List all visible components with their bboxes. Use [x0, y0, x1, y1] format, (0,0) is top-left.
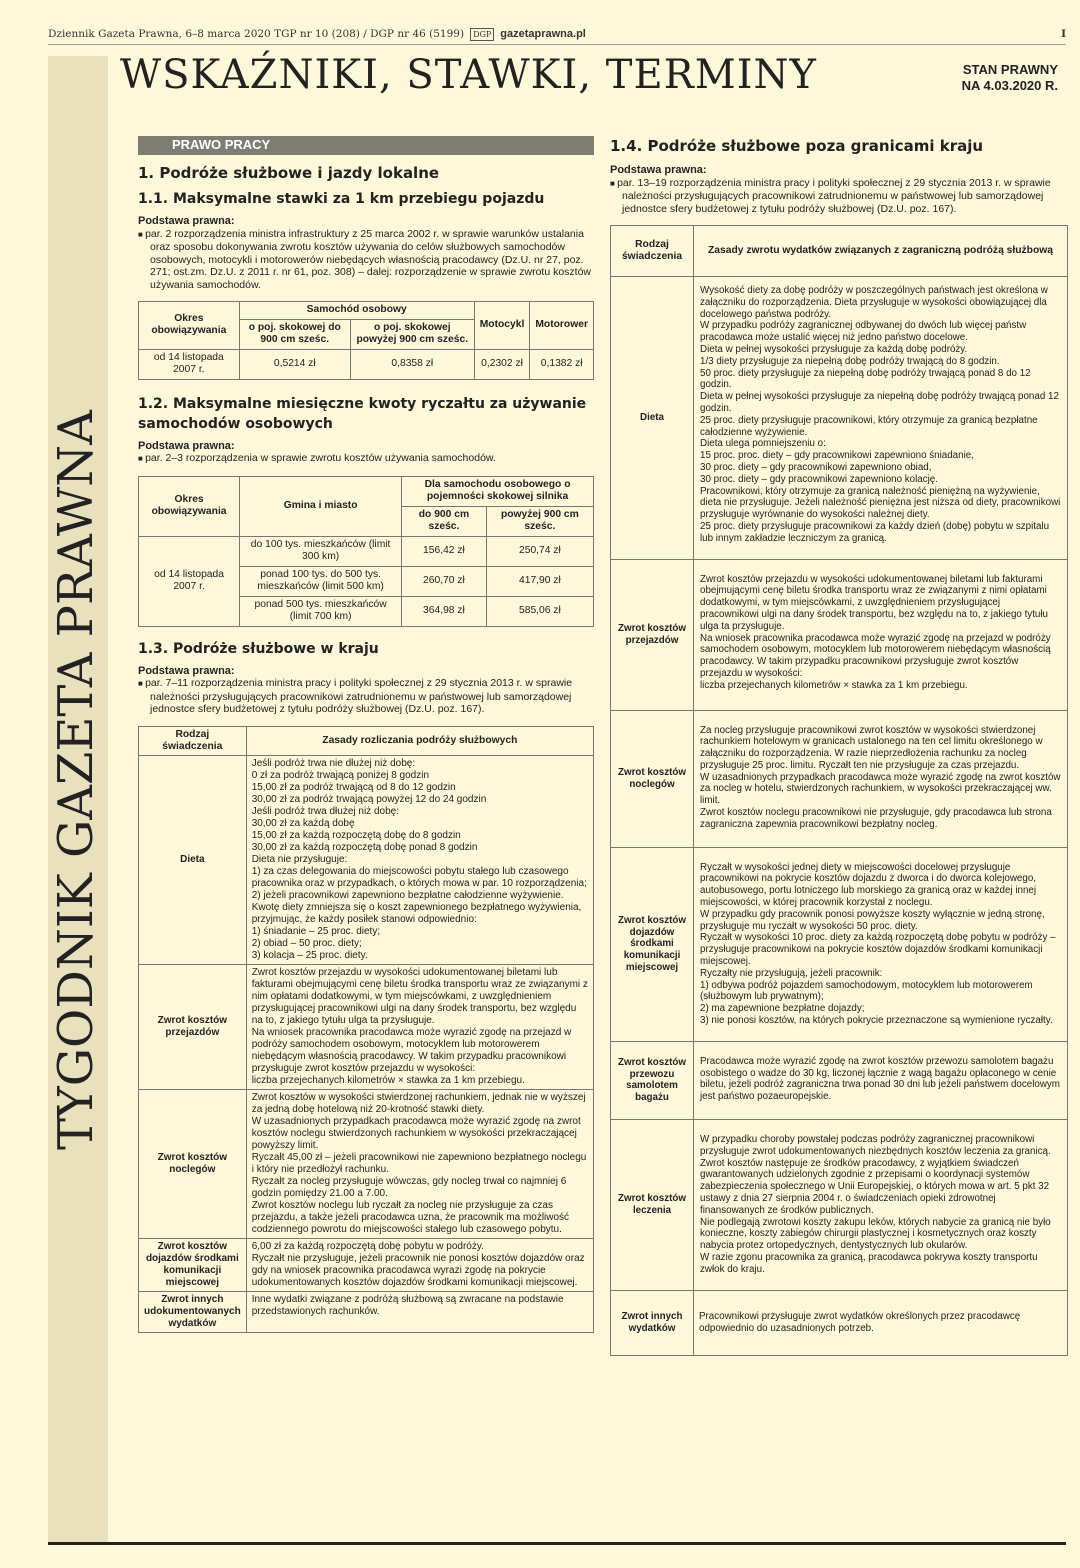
page-number: I	[1061, 28, 1066, 40]
th-kind: Rodzaj świadczenia	[139, 726, 247, 755]
row-text: W przypadku choroby powstałej podczas podróży zagranicznej pracownikowi przysługuje zwrot udokumentowanych niezbędnych kosztów leczenia za granicą. Zwrot kosztów następuje ze środków pracodawcy, z wyjątkiem świadczeń gwarantowanych udzielonych zgodnie z przepisami o koordynacji systemów zabezpieczenia społecznego w Unii Europejskiej, o których mowa w art. 5 pkt 32 ustawy z dnia 27 sierpnia 2004 r. o świadczeniach opieki zdrowotnej finansowanych ze środków publicznych. Nie podlegają zwrotowi koszty zakupu leków, których nabycie za granicą nie było konieczne, koszty zabiegów chirurgii plastycznej i kosmetycznych oraz koszty nabycia protez ortopedycznych, dentystycznych lub okularów. W razie zgonu pracownika za granicą, pracodawca pokrywa koszty transportu zwłok do kraju.	[694, 1120, 1068, 1291]
row-label: Zwrot kosztów leczenia	[611, 1120, 694, 1291]
cell-gmina: do 100 tys. mieszkańców (limit 300 km)	[240, 536, 402, 566]
page-title: WSKAŹNIKI, STAWKI, TERMINY	[120, 52, 817, 98]
th-car-small: o poj. skokowej do 900 cm sześc.	[239, 319, 350, 349]
cell-value: 0,8358 zł	[350, 349, 474, 379]
row-label: Zwrot kosztów przejazdów	[611, 559, 694, 710]
row-label: Zwrot kosztów przejazdów	[139, 964, 247, 1089]
th-period: Okres obowiązywania	[139, 476, 240, 536]
cell-value: 0,5214 zł	[239, 349, 350, 379]
table-row	[139, 1089, 594, 1238]
row-label: Zwrot kosztów noclegów	[139, 1089, 247, 1238]
th-moped: Motorower	[530, 302, 594, 350]
th-car: Dla samochodu osobowego o pojemności skokowej silnika	[402, 476, 594, 506]
cell-period: od 14 listopada 2007 r.	[139, 349, 240, 379]
basis-text: ■ par. 13–19 rozporządzenia ministra pracy i polityki społecznej z 29 stycznia 2013 r. w sprawie należności przysługujących pracownikowi zatrudnionemu w państwowej lub samorządowej jednostce sfery budżetowej z tytułu podróży służbowej (Dz.U. poz. 167).	[610, 177, 1068, 216]
row-text: Zwrot kosztów przejazdu w wysokości udokumentowanej biletami lub fakturami obejmującymi cenę biletu środka transportu wraz ze związanymi z nimi opłatami dodatkowymi, w tym miejscówkami, z uwzględnieniem przysługującej pracownikowi ulgi na dany środek transportu, bez względu na to, z jakiego tytułu ulga ta przysługuje. Na wniosek pracownika pracodawca może wyrazić zgodę na przejazd w podróży samochodem osobowym, motocyklem lub motorowerem niebędącym własnością pracodawcy. W takim przypadku pracownikowi przysługuje zwrot kosztów przejazdu w wysokości: liczba przejechanych kilometrów × stawka za 1 km przebiegu.	[694, 559, 1068, 710]
th-kind: Rodzaj świadczenia	[611, 226, 694, 277]
status-line-1: STAN PRAWNY	[962, 62, 1058, 77]
table-row	[611, 710, 1068, 847]
subsection-1-4-title: 1.4. Podróże służbowe poza granicami kraju	[610, 137, 984, 155]
table-row	[139, 964, 594, 1089]
row-label: Zwrot kosztów przewozu samolotem bagażu	[611, 1041, 694, 1119]
cell-period: od 14 listopada 2007 r.	[139, 536, 240, 626]
row-text: Pracodawca może wyrazić zgodę na zwrot kosztów przewozu samolotem bagażu osobistego o wadze do 30 kg, liczonej łącznie z wagą bagażu opłaconego w cenie biletu, jeżeli podróż zagraniczna trwa ponad 30 dni lub jeżeli państwem docelowym jest państwo pozaeuropejskie.	[694, 1041, 1068, 1119]
cell-gmina: ponad 100 tys. do 500 tys. mieszkańców (limit 500 km)	[240, 566, 402, 596]
cell-value: 417,90 zł	[486, 566, 593, 596]
row-label: Zwrot kosztów dojazdów środkami komunikacji miejscowej	[139, 1238, 247, 1291]
table-row	[611, 847, 1068, 1041]
lump-sum-table	[138, 476, 594, 627]
th-motorcycle: Motocykl	[474, 302, 530, 350]
row-label: Zwrot innych wydatków	[611, 1290, 694, 1355]
dgp-mark: DGP	[470, 28, 494, 41]
row-text: Jeśli podróż trwa nie dłużej niż dobę: 0 zł za podróż trwającą poniżej 8 godzin 15,00 zł za podróż trwającą od 8 do 12 godzin 30,00 zł za podróż trwającą powyżej 12 do 24 godzin Jeśli podróż trwa dłużej niż dobę: 30,00 zł za każdą dobę 15,00 zł za każdą rozpoczętą dobę do 8 godzin 30,00 zł za każdą rozpoczętą dobę ponad 8 godzin Dieta nie przysługuje: 1) za czas delegowania do miejscowości pobytu stałego lub czasowego pracownika oraz w przypadkach, o których mowa w par. 10 rozporządzenia; 2) jeżeli pracownikowi zapewniono bezpłatne całodzienne wyżywienie. Kwotę diety zmniejsza się o koszt zapewnionego bezpłatnego wyżywienia, przyjmując, że każdy posiłek stanowi odpowiednio: 1) śniadanie – 25 proc. diety; 2) obiad – 50 proc. diety; 3) kolacja – 25 proc. diety.	[246, 755, 593, 964]
th-rules: Zasady rozliczania podróży służbowych	[246, 726, 593, 755]
subsection-1-2-title: 1.2. Maksymalne miesięczne kwoty ryczałtu za używanie samochodów osobowych	[138, 395, 587, 432]
table-row	[139, 755, 594, 964]
subsection-1-3-title: 1.3. Podróże służbowe w kraju	[138, 640, 379, 657]
bottom-rule	[48, 1542, 1066, 1545]
subsection-1-1-title: 1.1. Maksymalne stawki za 1 km przebiegu pojazdu	[138, 191, 545, 207]
th-big: powyżej 900 cm sześc.	[486, 506, 593, 536]
table-row	[611, 1041, 1068, 1119]
cell-value: 0,2302 zł	[474, 349, 530, 379]
row-text: Inne wydatki związane z podróżą służbową są zwracane na podstawie przedstawionych rachunków.	[246, 1291, 593, 1332]
table-row	[139, 1238, 594, 1291]
th-period: Okres obowiązywania	[139, 302, 240, 350]
section-bar: PRAWO PRACY	[138, 136, 594, 155]
row-label: Zwrot kosztów dojazdów środkami komunikacji miejscowej	[611, 847, 694, 1041]
th-gmina: Gmina i miasto	[240, 476, 402, 536]
table-row	[611, 277, 1068, 560]
site-link[interactable]: gazetaprawna.pl	[500, 28, 586, 40]
row-label: Zwrot innych udokumentowanych wydatków	[139, 1291, 247, 1332]
cell-value: 250,74 zł	[486, 536, 593, 566]
cell-value: 364,98 zł	[402, 596, 487, 626]
cell-gmina: ponad 500 tys. mieszkańców (limit 700 km)	[240, 596, 402, 626]
edition-info: Dziennik Gazeta Prawna, 6–8 marca 2020 TGP nr 10 (208) / DGP nr 46 (5199)	[48, 28, 465, 40]
top-header	[48, 24, 1066, 44]
table-row	[139, 1291, 594, 1332]
cell-value: 585,06 zł	[486, 596, 593, 626]
th-car: Samochód osobowy	[239, 302, 474, 320]
basis-label: Podstawa prawna:	[138, 664, 235, 677]
row-text: Zwrot kosztów w wysokości stwierdzonej rachunkiem, jednak nie w wyższej za jedną dobę hotelową niż 20-krotność stawki diety. W uzasadnionych przypadkach pracodawca może wyrazić zgodę na zwrot kosztów noclegu stwierdzonych rachunkiem w wysokości przekraczającej powyższy limit. Ryczałt 45,00 zł – jeżeli pracownikowi nie zapewniono bezpłatnego noclegu i który nie przedłożył rachunku. Ryczałt za nocleg przysługuje wówczas, gdy nocleg trwał co najmniej 6 godzin pomiędzy 21.00 a 7.00. Zwrot kosztów noclegu lub ryczałt za nocleg nie przysługuje za czas przejazdu, a także jeżeli pracodawca uzna, że pracownik ma możliwość codziennego powrotu do miejscowości stałego lub czasowego pobytu.	[246, 1089, 593, 1238]
row-text: Zwrot kosztów przejazdu w wysokości udokumentowanej biletami lub fakturami obejmującymi cenę biletu środka transportu wraz ze związanymi z nim opłatami dodatkowymi, w tym miejscówkami, z uwzględnieniem przysługującej pracownikowi ulgi na dany środek transportu, bez względu na to, z jakiego tytułu ulga ta przysługuje. Na wniosek pracownika pracodawca może wyrazić zgodę na przejazd w podróży samochodem osobowym, motocyklem lub motorowerem niebędącym własnością pracodawcy. W takim przypadku pracownikowi przysługuje zwrot kosztów przejazdu w wysokości: liczba przejechanych kilometrów × stawka za 1 km przebiegu.	[246, 964, 593, 1089]
basis-text: ■ par. 7–11 rozporządzenia ministra pracy i polityki społecznej z 29 stycznia 2013 r. w sprawie należności przysługujących pracownikowi zatrudnionemu w państwowej lub samorządowej jednostce sfery budżetowej z tytułu podróży służbowej (Dz.U. poz. 167).	[138, 677, 594, 716]
row-text: Pracownikowi przysługuje zwrot wydatków określonych przez pracodawcę odpowiednio do uzasadnionych potrzeb.	[694, 1290, 1068, 1355]
row-text: Za nocleg przysługuje pracownikowi zwrot kosztów w wysokości stwierdzonej rachunkiem hotelowym w granicach ustalonego na ten cel limitu określonego w załączniku do rozporządzenia. W razie nieprzedłożenia rachunku za nocleg przysługuje 25 proc. limitu. Ryczałt ten nie przysługuje za czas przejazdu. W uzasadnionych przypadkach pracodawca może wyrazić zgodę na zwrot kosztów za nocleg w hotelu, stwierdzonych rachunkiem, w wysokości przekraczającej ww. limit. Zwrot kosztów noclegu pracownikowi nie przysługuje, gdy pracodawca lub strona zagraniczna zapewnia pracownikowi bezpłatny nocleg.	[694, 710, 1068, 847]
status-line-2: NA 4.03.2020 R.	[961, 78, 1058, 93]
foreign-travel-table	[610, 225, 1068, 1356]
basis-label: Podstawa prawna:	[138, 439, 235, 452]
row-text: Wysokość diety za dobę podróży w poszczególnych państwach jest określona w załączniku do rozporządzenia. Dieta przysługuje w wysokości obowiązującej dla docelowego państwa podróży. W przypadku podróży zagranicznej odbywanej do dwóch lub więcej państw pracodawca może ustalić więcej niż jedno państwo docelowe. Dieta w pełnej wysokości przysługuje za każdą dobę podróży. 1/3 diety przysługuje za niepełną dobę podróży trwającą do 8 godzin. 50 proc. diety przysługuje za niepełną dobę podróży trwającą ponad 8 do 12 godzin. Dieta w pełnej wysokości przysługuje za niepełną dobę podróży trwającą ponad 12 godzin. 25 proc. diety przysługuje pracownikowi, który otrzymuje za granicą bezpłatne całodzienne wyżywienie. Dieta ulega pomniejszeniu o: 15 proc. proc. diety – gdy pracownikowi zapewniono śniadanie, 30 proc. diety – gdy pracownikowi zapewniono obiad, 30 proc. diety – gdy pracownikowi zapewniono kolację. Pracownikowi, który otrzymuje za granicą należność pieniężną na wyżywienie, dieta nie przysługuje. Jeżeli należność pieniężna jest niższa od diety, pracownikowi przysługuje wyrównanie do wysokości należnej diety. 25 proc. diety przysługuje pracownikowi za każdy dzień (dobę) pobytu w szpitalu lub innym zakładzie leczniczym za granicą.	[694, 277, 1068, 560]
legal-status	[962, 62, 1058, 94]
th-car-big: o poj. skokowej powyżej 900 cm sześc.	[350, 319, 474, 349]
th-rules: Zasady zwrotu wydatków związanych z zagraniczną podróżą służbową	[694, 226, 1068, 277]
section-heading: 1. Podróże służbowe i jazdy lokalne	[138, 163, 440, 182]
row-text: 6,00 zł za każdą rozpoczętą dobę pobytu w podróży. Ryczałt nie przysługuje, jeżeli pracownik nie ponosi kosztów dojazdów oraz gdy na wniosek pracownika pracodawca wyrazi zgodę na pokrycie udokumentowanych kosztów dojazdów środkami komunikacji miejscowej.	[246, 1238, 593, 1291]
row-label: Dieta	[611, 277, 694, 560]
table-row	[611, 1290, 1068, 1355]
vertical-masthead: TYGODNIK GAZETA PRAWNA	[48, 410, 104, 1150]
rates-table	[138, 301, 594, 380]
basis-label: Podstawa prawna:	[610, 164, 707, 176]
row-label: Dieta	[139, 755, 247, 964]
left-column	[138, 136, 594, 1333]
cell-value: 156,42 zł	[402, 536, 487, 566]
domestic-travel-table	[138, 726, 594, 1333]
right-column	[610, 136, 1068, 1356]
row-text: Ryczałt w wysokości jednej diety w miejscowości docelowej przysługuje pracownikowi na pokrycie kosztów dojazdu z dworca i do dworca kolejowego, autobusowego, portu lotniczego lub morskiego za granicą oraz w każdej innej miejscowości, w której pracownik korzystał z noclegu. W przypadku gdy pracownik ponosi powyższe koszty wyłącznie w jedną stronę, przysługuje mu ryczałt w wysokości 50 proc. diety. Ryczałt w wysokości 10 proc. diety za każdą rozpoczętą dobę pobytu w podróży – przysługuje pracownikowi na pokrycie kosztów dojazdów środkami komunikacji miejscowej. Ryczałty nie przysługują, jeżeli pracownik: 1) odbywa podróż pojazdem samochodowym, motocyklem lub motorowerem (służbowym lub prywatnym); 2) ma zapewnione bezpłatne dojazdy; 3) nie ponosi kosztów, na których pokrycie przeznaczone są wymienione ryczałty.	[694, 847, 1068, 1041]
table-row	[139, 536, 594, 566]
header-rule	[48, 44, 1066, 45]
basis-text: ■ par. 2–3 rozporządzenia w sprawie zwrotu kosztów używania samochodów.	[138, 452, 594, 466]
basis-label: Podstawa prawna:	[138, 215, 235, 227]
th-small: do 900 cm sześc.	[402, 506, 487, 536]
table-row	[139, 349, 594, 379]
table-row	[611, 559, 1068, 710]
basis-text: ■ par. 2 rozporządzenia ministra infrastruktury z 25 marca 2002 r. w sprawie warunków ustalania oraz sposobu dokonywania zwrotu kosztów używania do celów służbowych samochodów osobowych, motocykli i motorowerów niebędących własnością pracodawcy (Dz.U. nr 27, poz. 271; ost.zm. Dz.U. z 2011 r. nr 61, poz. 308) – dalej: rozporządzenie w sprawie zwrotu kosztów używania samochodów.	[138, 228, 594, 292]
cell-value: 260,70 zł	[402, 566, 487, 596]
cell-value: 0,1382 zł	[530, 349, 594, 379]
table-row	[611, 1120, 1068, 1291]
row-label: Zwrot kosztów noclegów	[611, 710, 694, 847]
